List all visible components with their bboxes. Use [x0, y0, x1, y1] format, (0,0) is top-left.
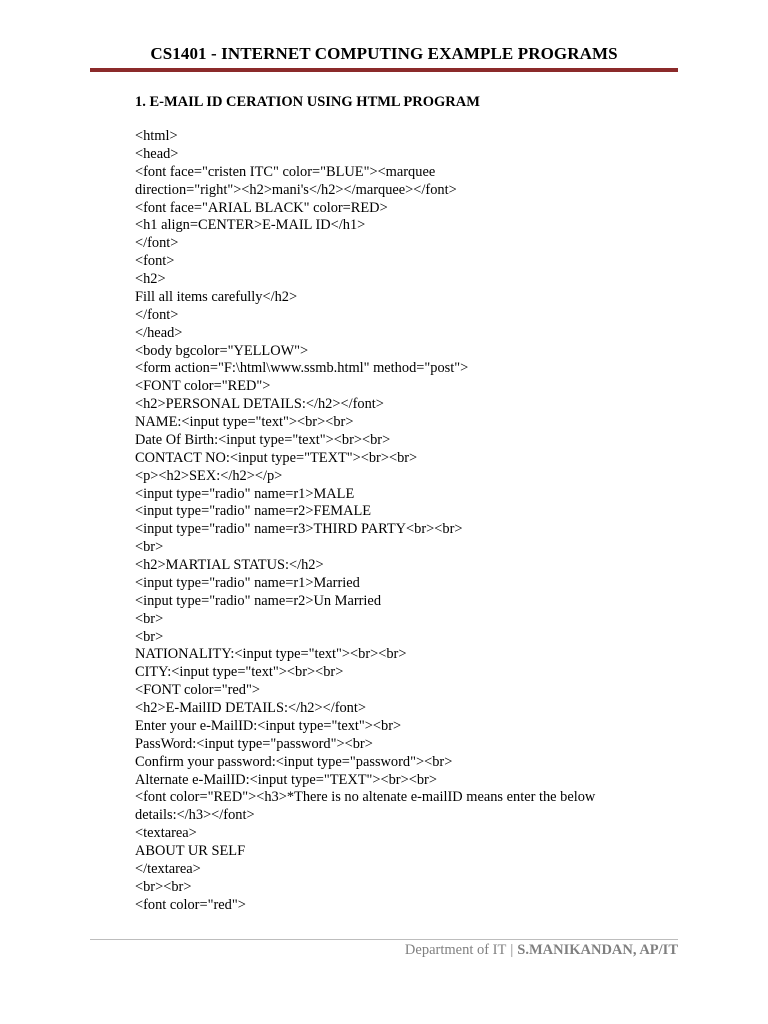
footer-separator: |: [510, 942, 514, 958]
code-line: <font face="ARIAL BLACK" color=RED>: [135, 199, 388, 216]
code-line: PassWord:<input type="password"><br>: [135, 735, 373, 752]
code-line: Date Of Birth:<input type="text"><br><br>: [135, 431, 391, 448]
code-line: details:</h3></font>: [135, 807, 255, 824]
code-line: <input type="radio" name=r1>MALE: [135, 485, 355, 502]
code-line: <FONT color="red">: [135, 682, 260, 699]
code-line: <font color="red">: [135, 896, 246, 913]
code-line: <h2>: [135, 271, 166, 287]
code-line: Fill all items carefully</h2>: [135, 288, 298, 305]
code-line: ABOUT UR SELF: [135, 843, 246, 859]
code-line: </head>: [135, 324, 183, 341]
code-line: NATIONALITY:<input type="text"><br><br>: [135, 646, 407, 663]
code-line: <p><h2>SEX:</h2></p>: [135, 467, 283, 484]
page-title: CS1401 - INTERNET COMPUTING EXAMPLE PROGRAMS: [150, 44, 618, 63]
code-line: <FONT color="RED">: [135, 378, 271, 395]
code-line: <html>: [135, 128, 178, 144]
code-line: <br>: [135, 628, 164, 645]
footer-divider: [90, 939, 678, 940]
code-line: <textarea>: [135, 825, 197, 842]
code-line: <br>: [135, 610, 164, 627]
code-line: <font face="cristen ITC" color="BLUE"><marquee: [135, 163, 436, 180]
page-footer: [405, 942, 678, 959]
code-line: <input type="radio" name=r3>THIRD PARTY<br><br>: [135, 521, 463, 538]
code-line: CONTACT NO:<input type="TEXT"><br><br>: [135, 449, 418, 466]
code-line: <input type="radio" name=r1>Married: [135, 574, 360, 591]
code-line: <h2>PERSONAL DETAILS:</h2></font>: [135, 396, 384, 413]
code-line: <input type="radio" name=r2>Un Married: [135, 592, 382, 609]
code-line: <h1 align=CENTER>E-MAIL ID</h1>: [135, 217, 366, 234]
code-line: </font>: [135, 235, 179, 252]
code-listing: [135, 128, 655, 915]
footer-department: Department of IT: [404, 942, 507, 958]
code-line: <h2>MARTIAL STATUS:</h2>: [135, 557, 324, 573]
code-line: <br><br>: [135, 878, 192, 895]
section-heading: 1. E-MAIL ID CERATION USING HTML PROGRAM: [135, 94, 480, 110]
header-divider: [90, 68, 678, 72]
code-line: Enter your e-MailID:<input type="text"><br>: [135, 717, 402, 734]
code-line: </textarea>: [135, 860, 201, 877]
code-line: <br>: [135, 539, 164, 556]
code-line: Alternate e-MailID:<input type="TEXT"><br><br>: [135, 771, 437, 788]
code-line: <font color="RED"><h3>*There is no altenate e-mailID means enter the below: [135, 789, 596, 806]
code-line: direction="right"><h2>mani's</h2></marquee></font>: [135, 181, 457, 198]
footer-author: S.MANIKANDAN, AP/IT: [517, 942, 678, 958]
code-line: NAME:<input type="text"><br><br>: [135, 414, 354, 430]
code-line: <font>: [135, 253, 175, 270]
code-line: CITY:<input type="text"><br><br>: [135, 664, 344, 681]
code-line: <form action="F:\html\www.ssmb.html" method="post">: [135, 360, 469, 377]
code-line: <input type="radio" name=r2>FEMALE: [135, 503, 372, 520]
code-line: <head>: [135, 145, 179, 162]
code-line: </font>: [135, 306, 179, 323]
code-line: <h2>E-MailID DETAILS:</h2></font>: [135, 700, 366, 716]
code-line: Confirm your password:<input type="password"><br>: [135, 753, 453, 770]
code-line: <body bgcolor="YELLOW">: [135, 342, 309, 359]
